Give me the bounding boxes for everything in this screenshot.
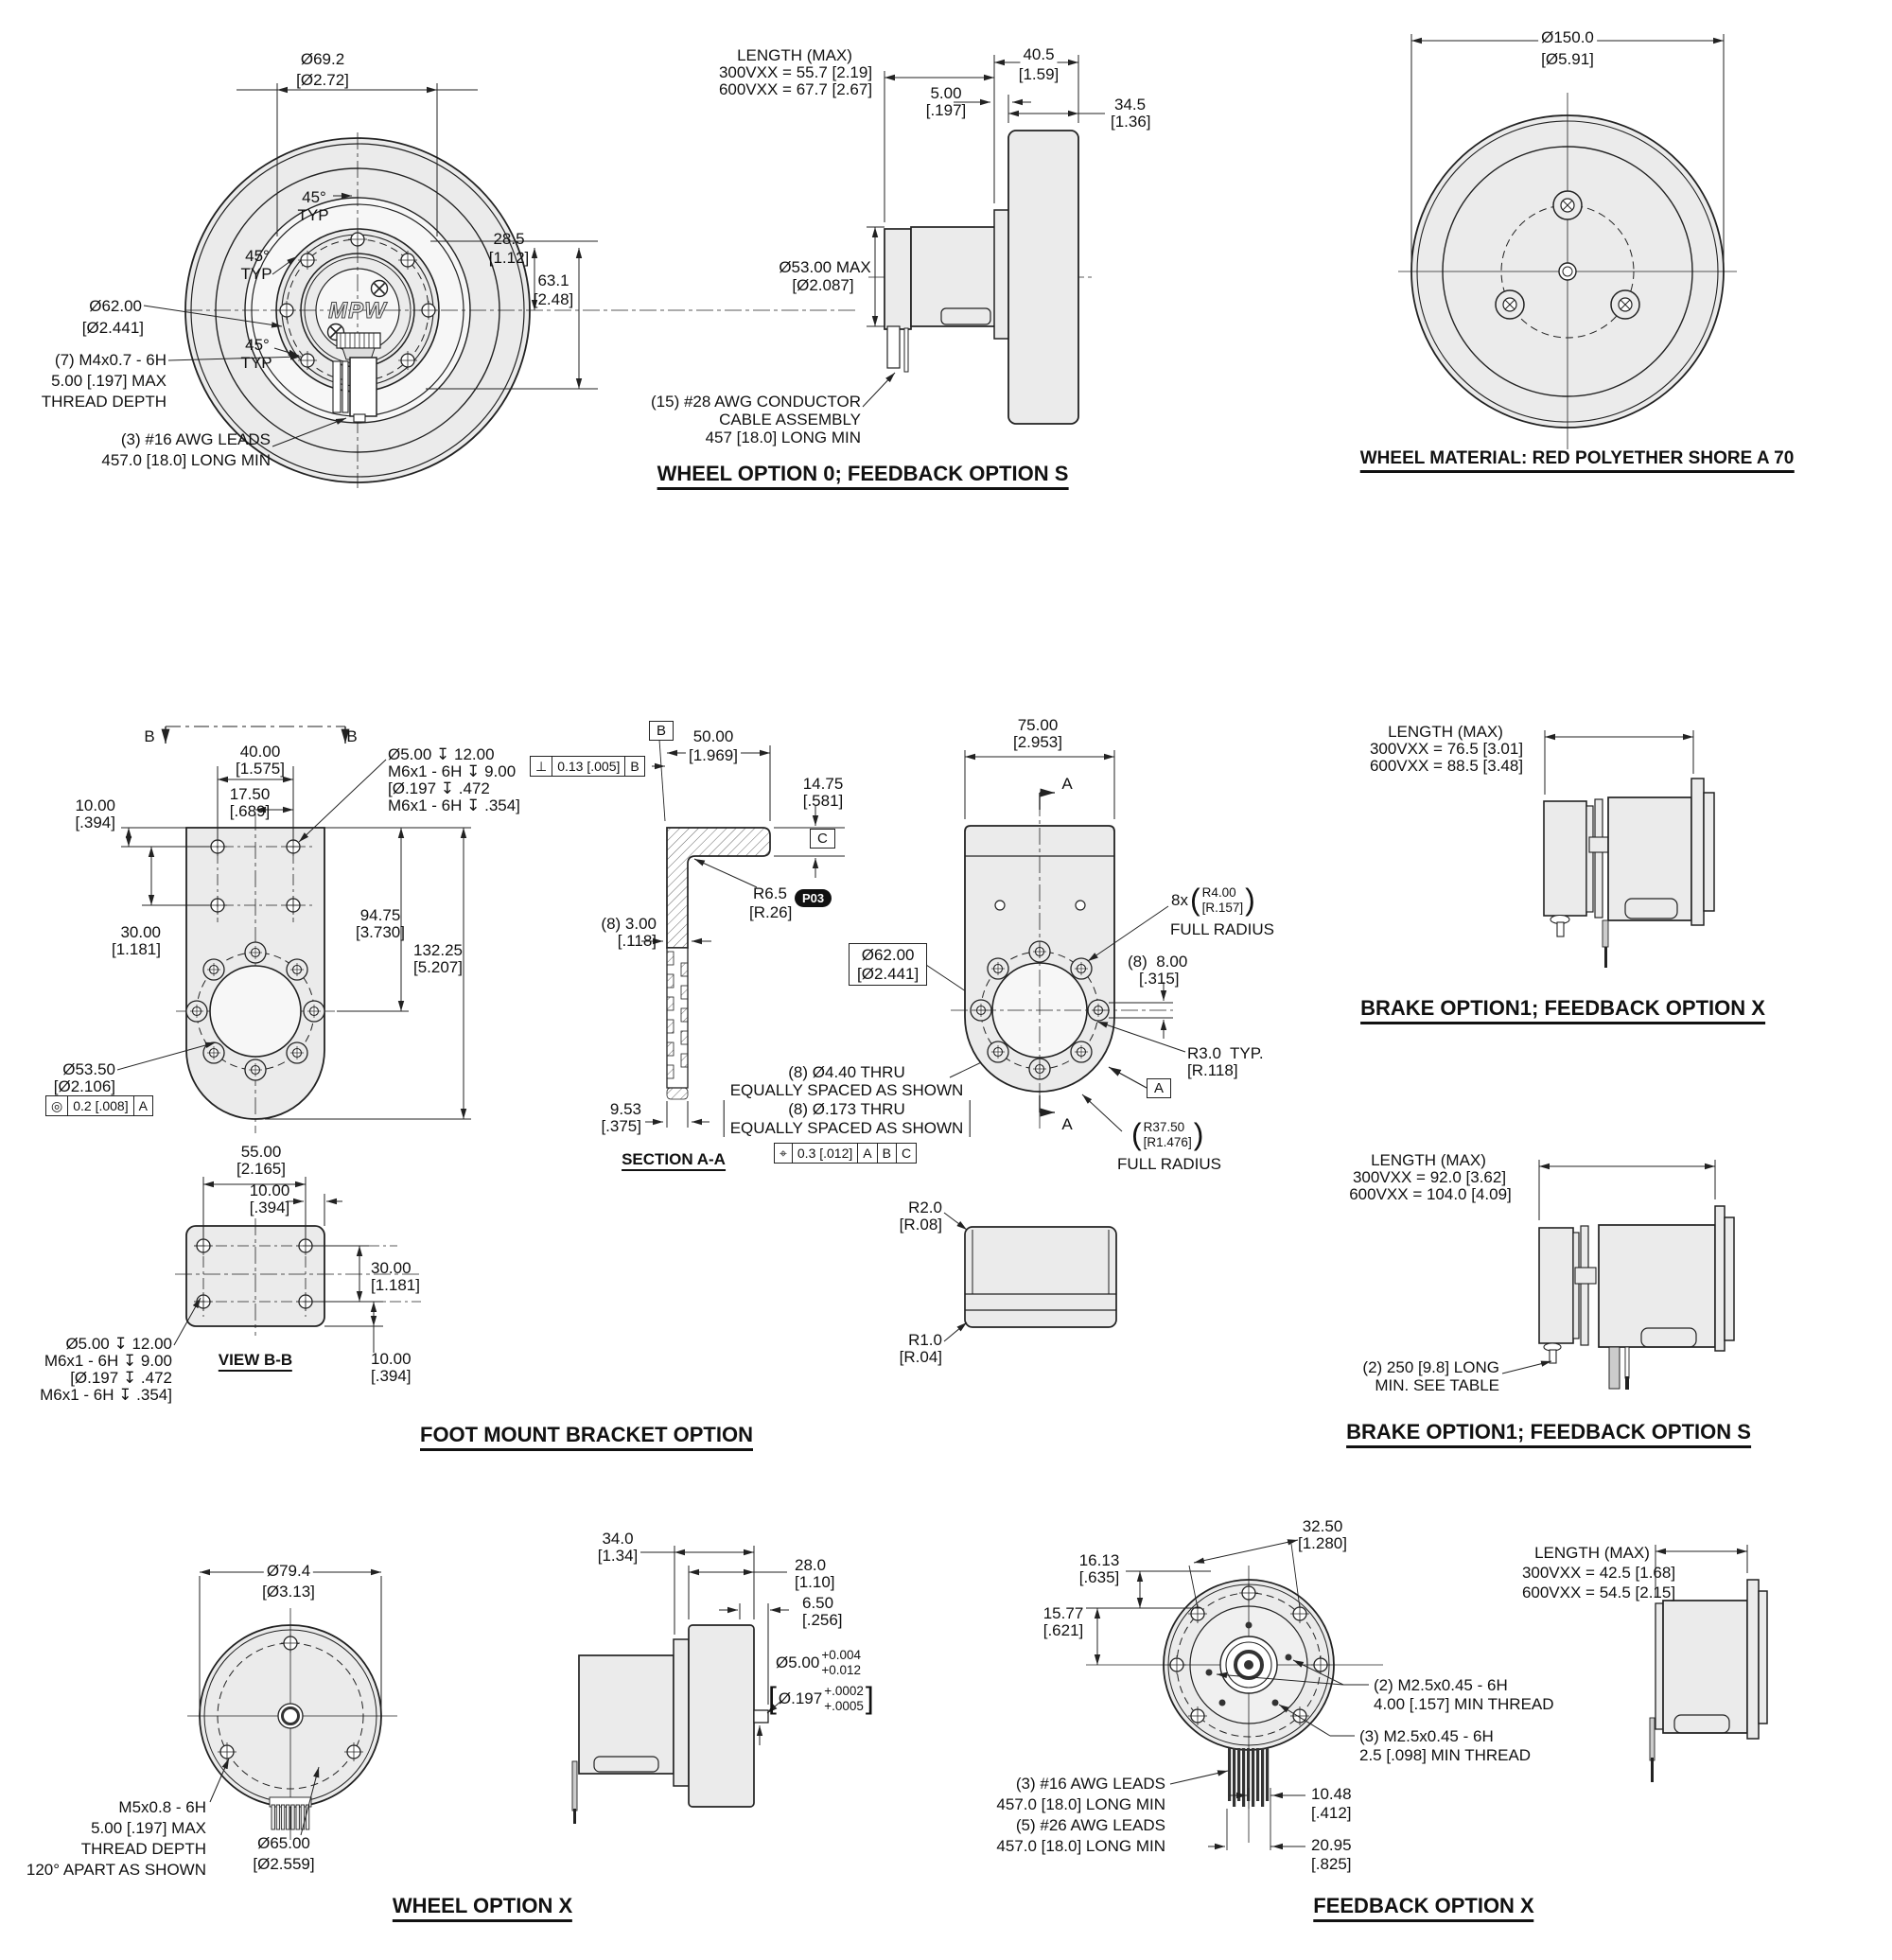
- dim-132-25-in: [5.207]: [413, 958, 463, 976]
- gdt-tolerance: 0.13 [.005]: [552, 757, 624, 776]
- dim-32-50: 32.50: [1302, 1517, 1343, 1535]
- dim-132-25: 132.25: [413, 941, 463, 959]
- dim-shaft-in: [768, 1680, 874, 1715]
- dim-6-50: 6.50: [802, 1594, 834, 1612]
- note-fx-leads-1: (3) #16 AWG LEADS: [1015, 1775, 1165, 1793]
- dim-r3-in: [R.118]: [1187, 1061, 1238, 1079]
- datum-flag-b: B: [649, 721, 674, 741]
- dim-shaft-mm: [776, 1648, 861, 1677]
- note-bb-tap-4: M6x1 - 6H ↧ .354]: [40, 1386, 172, 1404]
- dim-angle-3: 45°: [245, 336, 270, 354]
- dim-50-00-in: [1.969]: [686, 747, 741, 764]
- dim-16-13-in: [.635]: [1078, 1568, 1120, 1586]
- bracket-open: [: [768, 1680, 777, 1715]
- dim-dia150-in: [Ø5.91]: [1541, 50, 1594, 68]
- note-lug-radius: [1171, 882, 1255, 917]
- dim-40-00-in: [1.575]: [236, 760, 285, 778]
- note-holes-inch-group: [724, 1100, 971, 1137]
- dim-dia79-4: Ø79.4: [264, 1563, 313, 1580]
- dim-10-00-in: [.394]: [75, 814, 115, 831]
- dim-fx-300: 300VXX = 42.5 [1.68]: [1521, 1564, 1676, 1582]
- dim-brakes-300: 300VXX = 92.0 [3.62]: [1352, 1168, 1507, 1186]
- dim-dia-bolt-circle-in: [Ø2.72]: [296, 71, 349, 89]
- dim-8x3: (8) 3.00: [601, 915, 657, 933]
- dim-9-53-in: [.375]: [601, 1117, 641, 1135]
- dim-14-75-in: [.581]: [802, 792, 844, 810]
- dim-brakes-600: 600VXX = 104.0 [4.09]: [1349, 1185, 1512, 1203]
- note-m5-1: M5x0.8 - 6H: [118, 1798, 206, 1816]
- caption-section-aa: SECTION A-A: [622, 1150, 726, 1171]
- dim-brakes-length: LENGTH (MAX): [1371, 1151, 1486, 1169]
- dim-dia62-in: [Ø2.441]: [81, 319, 144, 337]
- dim-17-50-in: [.689]: [229, 802, 271, 820]
- gdt-position-frame: [774, 1143, 917, 1164]
- dim-r3: R3.0 TYP.: [1187, 1044, 1264, 1062]
- dim-40-5: 40.5: [1020, 46, 1057, 63]
- dim-50-00: 50.00: [692, 727, 734, 745]
- bracket-pad-view: [944, 1213, 1116, 1341]
- dim-bb-10-top-in: [.394]: [249, 1199, 290, 1216]
- dim-bb-10-bot: 10.00: [371, 1350, 412, 1368]
- dim-length-max: LENGTH (MAX): [737, 46, 852, 64]
- bracket-close: ]: [865, 1680, 874, 1715]
- dim-6-50-in: [.256]: [802, 1611, 843, 1629]
- dim-dia65-in: [Ø2.559]: [253, 1855, 315, 1873]
- dim-dia53-in: [Ø2.087]: [792, 276, 854, 294]
- note-bb-tap-1: Ø5.00 ↧ 12.00: [65, 1335, 172, 1353]
- gdt-symbol: ⊥: [535, 759, 548, 774]
- datum-flag-c: C: [810, 829, 835, 849]
- dim-dia62-boxed: [849, 943, 927, 986]
- dim-8x8-in: [.315]: [1139, 970, 1180, 988]
- note-m25-3x-1: (3) M2.5x0.45 - 6H: [1359, 1727, 1494, 1745]
- dim-angle-1-typ: TYP: [297, 206, 329, 224]
- note-m25-3x-2: 2.5 [.098] MIN THREAD: [1359, 1746, 1532, 1764]
- dim-94-75: 94.75: [359, 906, 401, 924]
- dim-r1-in: [R.04]: [899, 1348, 942, 1366]
- dim-r1: R1.0: [908, 1331, 942, 1349]
- section-a-top: A: [1061, 775, 1073, 793]
- caption-brake1-feedback-x: BRAKE OPTION1; FEEDBACK OPTION X: [1360, 996, 1765, 1024]
- note-fx-leads-3: (5) #26 AWG LEADS: [1015, 1816, 1165, 1834]
- dim-28-0-in: [1.10]: [795, 1573, 835, 1591]
- dim-shaft-tol-lower-in: +.0005: [824, 1698, 864, 1713]
- dim-angle-3-typ: TYP: [240, 354, 272, 372]
- paren-close: ): [1245, 882, 1255, 917]
- note-m25-2x-2: 4.00 [.157] MIN THREAD: [1374, 1695, 1554, 1713]
- dim-5-00-in: [.197]: [925, 101, 967, 119]
- note-full-radius-group: [1131, 1116, 1204, 1151]
- dim-angle-1: 45°: [302, 188, 326, 206]
- dim-dia-bolt-circle: Ø69.2: [300, 50, 345, 68]
- dim-40-00: 40.00: [239, 743, 281, 761]
- dim-40-5-in: [1.59]: [1018, 65, 1060, 83]
- wheel-back-view: [1398, 34, 1737, 449]
- caption-wheel-x: WHEEL OPTION X: [393, 1894, 572, 1922]
- dim-34-5-in: [1.36]: [1111, 113, 1151, 131]
- dim-shaft-tol-upper: +0.004: [821, 1648, 861, 1662]
- dim-20-95-in: [.825]: [1311, 1855, 1352, 1873]
- flange-front-view: [951, 750, 1188, 1131]
- caption-foot-mount: FOOT MOUNT BRACKET OPTION: [420, 1423, 753, 1451]
- dim-55-00: 55.00: [240, 1143, 282, 1161]
- note-bracket-tap-1: Ø5.00 ↧ 12.00: [388, 745, 495, 763]
- dim-63-1-in: [2.48]: [533, 290, 574, 308]
- dim-75-00: 75.00: [1017, 716, 1059, 734]
- note-lug-full-radius: FULL RADIUS: [1170, 920, 1274, 938]
- note-tap-1: (7) M4x0.7 - 6H: [54, 351, 166, 369]
- dim-94-75-in: [3.730]: [356, 923, 405, 941]
- dim-brakex-600: 600VXX = 88.5 [3.48]: [1369, 757, 1524, 775]
- mpw-logo: MPW: [328, 298, 387, 324]
- gdt-perpendicularity-frame: [530, 756, 645, 777]
- caption-feedback-x: FEEDBACK OPTION X: [1313, 1894, 1533, 1922]
- wheel-x-view: [187, 1572, 397, 1840]
- note-m5-4: 120° APART AS SHOWN: [26, 1861, 206, 1879]
- gdt-tolerance: 0.2 [.008]: [67, 1096, 132, 1115]
- paren-open: (: [1131, 1116, 1142, 1151]
- note-fx-leads-4: 457.0 [18.0] LONG MIN: [996, 1837, 1165, 1855]
- note-bb-tap-3: [Ø.197 ↧ .472: [70, 1369, 172, 1387]
- dim-bb-30-in: [1.181]: [371, 1276, 420, 1294]
- gdt-tolerance: 0.3 [.012]: [792, 1144, 857, 1163]
- dim-34-0: 34.0: [602, 1530, 634, 1548]
- note-lug-count: 8x: [1171, 890, 1188, 909]
- note-bracket-tap-3: [Ø.197 ↧ .472: [388, 779, 490, 797]
- note-holes-4: EQUALLY SPACED AS SHOWN: [729, 1118, 964, 1137]
- dim-r2-in: [R.08]: [899, 1216, 942, 1234]
- dim-dia62-in: [Ø2.441]: [857, 964, 920, 983]
- dim-10-48-in: [.412]: [1311, 1804, 1352, 1822]
- dim-dia53: Ø53.00 MAX: [779, 258, 871, 276]
- section-b-left: B: [144, 727, 155, 745]
- dim-fx-length: LENGTH (MAX): [1534, 1544, 1650, 1562]
- dim-length-600: 600VXX = 67.7 [2.67]: [718, 80, 873, 98]
- dim-angle-2: 45°: [245, 247, 270, 265]
- dim-15-77: 15.77: [1042, 1604, 1084, 1622]
- note-m5-2: 5.00 [.197] MAX: [91, 1819, 206, 1837]
- dim-length-300: 300VXX = 55.7 [2.19]: [718, 63, 873, 81]
- note-brake-wire-1: (2) 250 [9.8] LONG: [1362, 1358, 1499, 1376]
- gdt-datum-c: C: [896, 1144, 916, 1163]
- note-m5-3: THREAD DEPTH: [80, 1840, 206, 1858]
- gdt-symbol: ⌖: [780, 1146, 787, 1161]
- note-bracket-tap-4: M6x1 - 6H ↧ .354]: [388, 796, 520, 814]
- note-lug-r-in: [R.157]: [1201, 900, 1244, 915]
- paren-open: (: [1189, 882, 1200, 917]
- gdt-concentricity-frame: [45, 1095, 153, 1116]
- note-brake-wire-2: MIN. SEE TABLE: [1375, 1376, 1499, 1394]
- dim-55-00-in: [2.165]: [236, 1160, 286, 1178]
- note-leads-1: (3) #16 AWG LEADS: [120, 430, 271, 448]
- dim-r37-50-in: [R1.476]: [1143, 1134, 1192, 1149]
- dim-28-0: 28.0: [795, 1556, 827, 1574]
- dim-dia150: Ø150.0: [1538, 29, 1597, 46]
- note-holes-2: EQUALLY SPACED AS SHOWN: [729, 1081, 964, 1099]
- note-cable-2: CABLE ASSEMBLY: [719, 411, 861, 429]
- caption-wheel-material: WHEEL MATERIAL: RED POLYETHER SHORE A 70: [1360, 448, 1795, 473]
- dim-10-48: 10.48: [1311, 1785, 1352, 1803]
- dim-75-00-in: [2.953]: [1013, 733, 1062, 751]
- section-b-right: B: [346, 727, 358, 745]
- dim-63-1: 63.1: [537, 271, 569, 289]
- dim-dia53-50-in: [Ø2.106]: [53, 1077, 115, 1095]
- dim-bb-30: 30.00: [371, 1259, 412, 1277]
- gdt-symbol: ◎: [51, 1098, 63, 1113]
- dim-bb-10-top: 10.00: [249, 1181, 290, 1199]
- dim-16-13: 16.13: [1078, 1551, 1120, 1569]
- dim-28-5-in: [1.12]: [488, 249, 530, 267]
- dim-8x3-in: [.118]: [617, 932, 657, 950]
- gdt-datum: B: [624, 757, 643, 776]
- dim-r2: R2.0: [908, 1199, 942, 1216]
- caption-wheel0-feedback-s: WHEEL OPTION 0; FEEDBACK OPTION S: [657, 462, 1069, 490]
- dim-17-50: 17.50: [229, 785, 271, 803]
- dim-9-53: 9.53: [609, 1100, 641, 1118]
- brake-s-view: [1502, 1160, 1734, 1390]
- dim-bb-10-bot-in: [.394]: [371, 1367, 412, 1385]
- dim-34-5: 34.5: [1114, 96, 1147, 114]
- gdt-datum: A: [133, 1096, 152, 1115]
- dim-34-0-in: [1.34]: [597, 1547, 639, 1565]
- dim-28-5: 28.5: [493, 230, 525, 248]
- dim-dia62: Ø62.00: [89, 297, 142, 315]
- dim-dia53-50: Ø53.50: [62, 1060, 115, 1078]
- note-fx-leads-2: 457.0 [18.0] LONG MIN: [996, 1795, 1165, 1813]
- dim-dia62-mm: Ø62.00: [861, 946, 915, 964]
- dim-dia79-4-in: [Ø3.13]: [262, 1583, 315, 1601]
- dim-32-50-in: [1.280]: [1298, 1534, 1347, 1552]
- dim-14-75: 14.75: [802, 775, 844, 793]
- dim-shaft-dia-in: Ø.197: [778, 1689, 823, 1707]
- dim-dia65: Ø65.00: [257, 1834, 310, 1852]
- dim-r6-5: R6.5: [753, 884, 787, 902]
- dim-r6-5-in: [R.26]: [749, 903, 793, 921]
- dim-shaft-tol-upper-in: +.0002: [824, 1684, 864, 1698]
- dim-r37-50: R37.50: [1143, 1120, 1185, 1134]
- note-holes-1: (8) Ø4.40 THRU: [788, 1063, 905, 1081]
- brake-x-view: [1544, 730, 1714, 968]
- gdt-datum-b: B: [877, 1144, 896, 1163]
- gdt-datum-a: A: [857, 1144, 876, 1163]
- dim-fx-600: 600VXX = 54.5 [2.15]: [1521, 1584, 1676, 1601]
- dim-5-00: 5.00: [930, 84, 962, 102]
- caption-brake1-feedback-s: BRAKE OPTION1; FEEDBACK OPTION S: [1346, 1420, 1751, 1448]
- dim-angle-2-typ: TYP: [240, 265, 272, 283]
- dim-brakex-length: LENGTH (MAX): [1388, 723, 1503, 741]
- dim-30-00-in: [1.181]: [112, 940, 161, 958]
- dim-shaft-dia: Ø5.00: [776, 1653, 820, 1671]
- dim-30-00: 30.00: [120, 923, 161, 941]
- note-bracket-tap-2: M6x1 - 6H ↧ 9.00: [388, 762, 517, 780]
- note-m25-2x-1: (2) M2.5x0.45 - 6H: [1374, 1676, 1508, 1694]
- note-cable-1: (15) #28 AWG CONDUCTOR: [651, 393, 861, 411]
- wheel-x-side-view: [572, 1546, 789, 1824]
- paren-close: ): [1193, 1116, 1204, 1151]
- wheel0-side-view: [863, 55, 1105, 424]
- dim-8x8: (8) 8.00: [1128, 953, 1188, 971]
- note-full-radius: FULL RADIUS: [1117, 1155, 1221, 1173]
- caption-view-bb: VIEW B-B: [219, 1351, 292, 1372]
- dim-20-95: 20.95: [1311, 1836, 1352, 1854]
- note-holes-3: (8) Ø.173 THRU: [788, 1100, 905, 1118]
- section-a-bottom: A: [1061, 1115, 1073, 1133]
- note-tap-3: THREAD DEPTH: [41, 393, 166, 411]
- note-leads-2: 457.0 [18.0] LONG MIN: [101, 451, 271, 469]
- note-tap-2: 5.00 [.197] MAX: [51, 372, 166, 390]
- note-cable-3: 457 [18.0] LONG MIN: [705, 429, 861, 446]
- dim-15-77-in: [.621]: [1042, 1621, 1084, 1639]
- dim-brakex-300: 300VXX = 76.5 [3.01]: [1369, 740, 1524, 758]
- dim-10-00: 10.00: [75, 796, 115, 814]
- note-lug-r-mm: R4.00: [1201, 885, 1236, 900]
- datum-flag-a: A: [1147, 1078, 1171, 1098]
- dim-shaft-tol-lower: +0.012: [821, 1662, 861, 1677]
- note-bb-tap-2: M6x1 - 6H ↧ 9.00: [44, 1352, 172, 1370]
- revision-badge: P03: [795, 889, 832, 907]
